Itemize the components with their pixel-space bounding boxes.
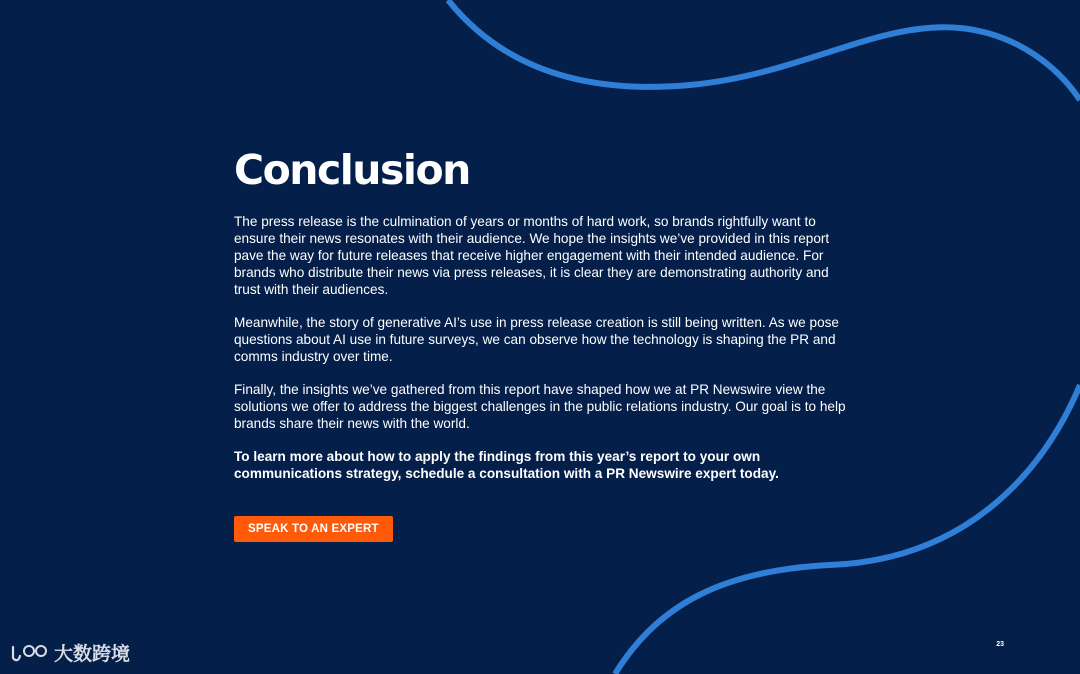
paragraph-ai: Meanwhile, the story of generative AI’s use in press release creation is still being written. As we pose questions about AI use in future surveys, we can observe how the technology is shaping the PR and comms industry over time. xyxy=(234,315,839,365)
page-title: Conclusion xyxy=(234,146,470,194)
page-number: 23 xyxy=(996,641,1004,648)
watermark xyxy=(10,639,130,666)
top-curve xyxy=(448,0,1080,100)
paragraph-finally: Finally, the insights we’ve gathered from this report have shaped how we at PR Newswire view the solutions we offer to address the biggest challenges in the public relations industry. Our goal is to help brands share their news with the world. xyxy=(234,382,846,432)
watermark-logo-icon xyxy=(10,640,50,666)
cta-text: To learn more about how to apply the findings from this year’s report to your own communications strategy, schedule a consultation with a PR Newswire expert today. xyxy=(234,449,779,482)
paragraph-intro: The press release is the culmination of years or months of hard work, so brands rightfully want to ensure their news resonates with their audience. We hope the insights we’ve provided in this report pave the way for future releases that receive higher engagement with their intended audience. For brands who distribute their news via press releases, it is clear they are demonstrating authority and trust with their audiences. xyxy=(234,214,830,298)
conclusion-section xyxy=(234,148,854,542)
watermark-text: 大数跨境 xyxy=(54,643,131,665)
speak-to-expert-button[interactable]: SPEAK TO AN EXPERT xyxy=(234,516,393,542)
